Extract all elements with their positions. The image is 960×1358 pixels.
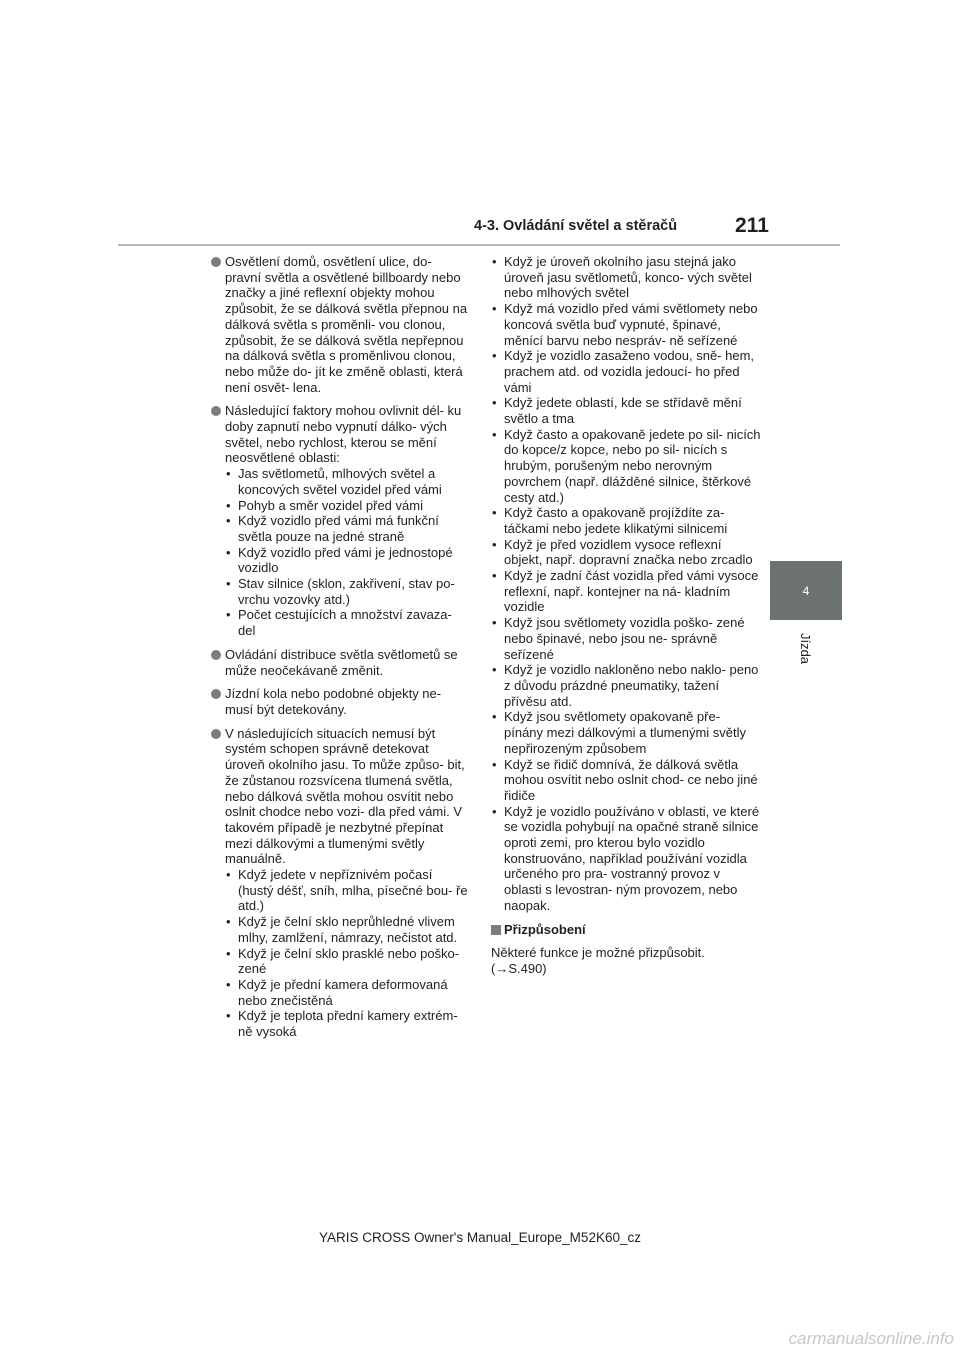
dot-bullet-icon: • <box>226 607 231 623</box>
list-item-text: Když často a opakovaně projíždíte za- táčkami nebo jedete klikatými silnicemi <box>504 505 728 536</box>
dot-bullet-icon: • <box>492 615 497 631</box>
list-item-text: Jas světlometů, mlhových světel a koncových světel vozidel před vámi <box>238 466 442 497</box>
list-item-text: Když je vozidlo zasaženo vodou, sně- hem, prachem atd. od vozidla jedoucí- ho před vámi <box>504 348 755 395</box>
watermark: carmanualsonline.info <box>788 1329 954 1348</box>
dot-bullet-icon: • <box>226 976 231 992</box>
circle-bullet-icon <box>211 729 221 739</box>
dot-bullet-icon: • <box>492 568 497 584</box>
dot-bullet-icon: • <box>492 426 497 442</box>
list-item <box>491 348 761 395</box>
dot-bullet-icon: • <box>226 914 231 930</box>
paragraph-2 <box>211 403 469 639</box>
list-item <box>491 537 761 568</box>
list-item-text: Když vozidlo před vámi je jednostopé vozidlo <box>238 544 453 576</box>
dot-bullet-icon: • <box>226 867 231 883</box>
dot-bullet-icon: • <box>492 756 497 772</box>
paragraph-4 <box>211 686 469 717</box>
dot-bullet-icon: • <box>226 513 231 529</box>
customization-heading <box>491 922 761 938</box>
customization-text: Některé funkce je možné přizpůsobit. (→S.490) <box>491 945 705 976</box>
paragraph-text: Ovládání distribuce světla světlometů se může neočekávaně změnit. <box>225 646 458 678</box>
list-item-text: Pohyb a směr vozidel před vámi <box>238 497 423 513</box>
chapter-tab <box>770 561 842 620</box>
dot-bullet-icon: • <box>226 466 231 482</box>
list-item <box>491 568 761 615</box>
list-item-text: Když se řidič domnívá, že dálková světla mohou osvítit nebo oslnit chod- ce nebo jiné řidiče <box>504 756 758 803</box>
list-item-text: Když má vozidlo před vámi světlomety nebo koncová světla buď vypnuté, špinavé, měnící barvu nebo nespráv- ně seřízené <box>504 301 758 348</box>
left-column <box>211 254 469 1048</box>
list-item-text: Když je zadní část vozidla před vámi vysoce reflexní, např. kontejner na ná- kladním vozidle <box>504 568 759 615</box>
paragraph-3 <box>211 647 469 678</box>
chapter-label: Jízda <box>798 632 814 664</box>
dot-bullet-icon: • <box>492 803 497 819</box>
square-bullet-icon <box>491 925 501 935</box>
list-item-text: Když vozidlo před vámi má funkční světla pouze na jedné straně <box>238 513 439 544</box>
dot-bullet-icon: • <box>492 662 497 678</box>
circle-bullet-icon <box>211 689 221 699</box>
chapter-label-box <box>770 628 842 668</box>
paragraph-5 <box>211 726 469 1040</box>
list-item <box>491 709 761 756</box>
list-item <box>491 505 761 536</box>
header-divider <box>118 244 840 246</box>
situation-list <box>225 867 469 1040</box>
dot-bullet-icon: • <box>492 301 497 317</box>
list-item-text: Počet cestujících a množství zavaza- del <box>238 607 452 639</box>
dot-bullet-icon: • <box>226 945 231 961</box>
dot-bullet-icon: • <box>492 709 497 725</box>
paragraph-1 <box>211 254 469 395</box>
list-item-text: Když jedete oblastí, kde se střídavě mění světlo a tma <box>504 395 742 427</box>
list-item <box>491 301 761 348</box>
dot-bullet-icon: • <box>226 576 231 592</box>
list-item-text: Když je čelní sklo prasklé nebo poško- zené <box>238 945 460 977</box>
list-item <box>491 615 761 662</box>
list-item <box>491 662 761 709</box>
factor-list <box>225 466 469 639</box>
list-item <box>225 914 469 945</box>
heading-text: Přizpůsobení <box>504 921 586 937</box>
list-item-text: Stav silnice (sklon, zakřivení, stav po- vrchu vozovky atd.) <box>238 576 455 607</box>
list-item <box>491 427 761 506</box>
list-item-text: Když je teplota přední kamery extrém- ně vysoká <box>238 1008 458 1040</box>
chapter-number: 4 <box>802 583 810 598</box>
list-item-text: Když jedete v nepříznivém počasí (hustý déšť, sníh, mlha, písečné bou- ře atd.) <box>238 867 468 914</box>
dot-bullet-icon: • <box>492 505 497 521</box>
paragraph-text: V následujících situacích nemusí být systém schopen správně detekovat úroveň okolního jasu. To může způso- bit, že zůstanou rozsvícena tlumená světla, nebo dálková světla mohou osvítit nebo oslnit chodce nebo vozi- dla před vámi. V takovém případě je nezbytné přepínat mezi dálkovými a tlumenými světly manuálně. <box>225 725 465 867</box>
circle-bullet-icon <box>211 650 221 660</box>
dot-bullet-icon: • <box>492 348 497 364</box>
right-column <box>491 254 761 977</box>
list-item-text: Když je vozidlo nakloněno nebo naklo- peno z důvodu prázdné pneumatiky, tažení přívěsu atd. <box>504 662 759 709</box>
list-item <box>491 395 761 426</box>
list-item <box>225 946 469 977</box>
section-title: 4-3. Ovládání světel a stěračů <box>474 218 678 234</box>
list-item <box>225 513 469 544</box>
dot-bullet-icon: • <box>492 536 497 552</box>
list-item-text: Když jsou světlomety opakovaně pře- pínány mezi dálkovými a tlumenými světly nepřirozeným způsobem <box>504 709 747 756</box>
list-item-text: Když často a opakovaně jedete po sil- nicích do kopce/z kopce, nebo po sil- nicích s hrubým, porušeným nebo nerovným povrchem (např. dlážděné silnice, štěrkové cesty atd.) <box>504 426 761 505</box>
list-item-text: Když je čelní sklo neprůhledné vlivem mlhy, zamlžení, námrazy, nečistot atd. <box>238 914 458 945</box>
paragraph-text: Následující faktory mohou ovlivnit dél- ku doby zapnutí nebo vypnutí dálko- vých světel, nebo rychlost, kterou se mění neosvětlené oblasti: <box>225 403 462 466</box>
list-item <box>225 867 469 914</box>
footer-manual-id: YARIS CROSS Owner's Manual_Europe_M52K60_cz <box>319 1230 641 1245</box>
dot-bullet-icon: • <box>226 497 231 513</box>
list-item <box>491 804 761 914</box>
list-item <box>225 977 469 1008</box>
list-item <box>491 757 761 804</box>
list-item <box>225 576 469 607</box>
list-item <box>225 1008 469 1039</box>
list-item <box>225 498 469 514</box>
circle-bullet-icon <box>211 257 221 267</box>
dot-bullet-icon: • <box>492 395 497 411</box>
list-item-text: Když je vozidlo používáno v oblasti, ve které se vozidla pohybují na opačné straně silnice oproti zemi, pro kterou bylo vozidlo konstruováno, například používání vozidla určeného pro pra- vostranný provoz v oblasti s levostran- ným provozem, nebo naopak. <box>504 803 760 913</box>
dot-bullet-icon: • <box>226 544 231 560</box>
list-item <box>225 607 469 638</box>
list-item-text: Když je přední kamera deformovaná nebo znečistěná <box>238 976 448 1008</box>
list-item-text: Když je před vozidlem vysoce reflexní objekt, např. dopravní značka nebo zrcadlo <box>504 536 753 568</box>
list-item-text: Když jsou světlomety vozidla poško- zené nebo špinavé, nebo jsou ne- správně seřízené <box>504 615 745 662</box>
dot-bullet-icon: • <box>226 1008 231 1024</box>
page-number: 211 <box>735 214 769 237</box>
list-item-text: Když je úroveň okolního jasu stejná jako úroveň jasu světlometů, konco- vých světel nebo mlhových světel <box>504 254 752 301</box>
circle-bullet-icon <box>211 406 221 416</box>
situation-list-continued <box>491 254 761 914</box>
list-item <box>225 545 469 576</box>
paragraph-text: Jízdní kola nebo podobné objekty ne- musí být detekovány. <box>225 686 442 717</box>
dot-bullet-icon: • <box>492 254 497 269</box>
list-item <box>491 254 761 301</box>
paragraph-text: Osvětlení domů, osvětlení ulice, do- pravní světla a osvětlené billboardy nebo značky a jiné reflexní objekty mohou způsobit, že se dálková světla přepnou na dálková světla s proměnli- vou clonou, způsobit, že se dálková světla nepřepnou na dálková světla s proměnlivou clonou, nebo může do- jít ke změně oblasti, která není osvět- lena. <box>225 254 468 395</box>
list-item <box>225 466 469 497</box>
